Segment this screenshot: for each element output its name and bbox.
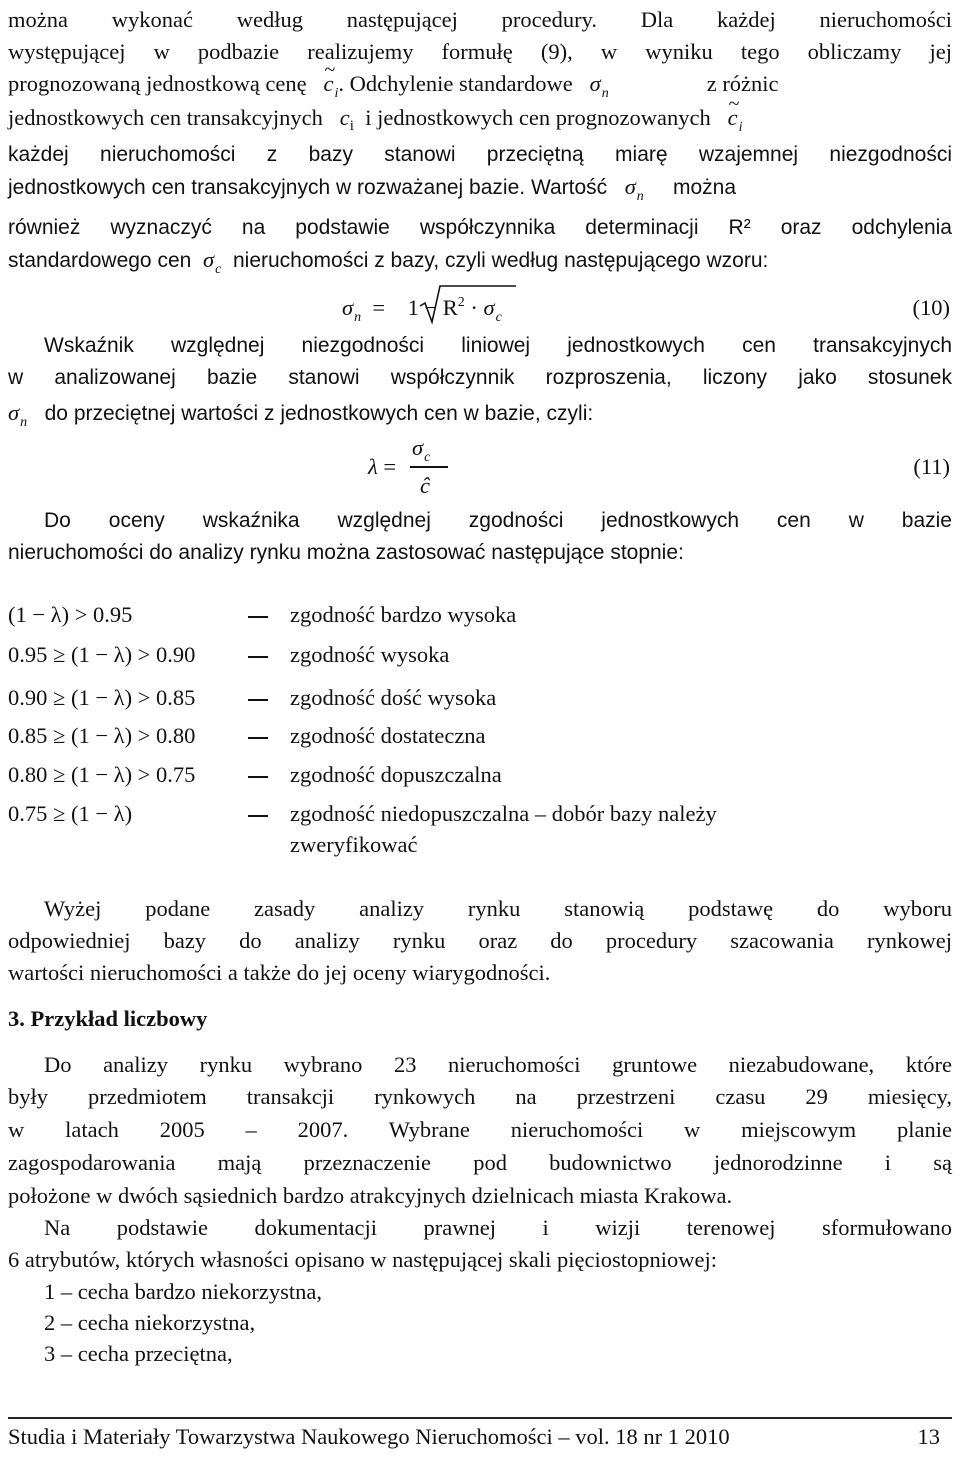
page-number: 13 — [917, 1424, 940, 1449]
scale-condition: 0.85 ≥ (1 − λ) > 0.80 — [8, 723, 196, 748]
text-line: $\sigma_n$ do przeciętnej wartości z jednostkowych cen w bazie, czyli: — [8, 400, 594, 430]
text-line: występującej w podbazie realizujemy formułę (9), w wyniku tego obliczamy jej — [8, 39, 952, 64]
scale-condition: (1 − λ) > 0.95 — [8, 602, 133, 627]
scale-description: zgodność wysoka — [290, 642, 450, 667]
dash — [248, 815, 268, 817]
equation-number: (10) — [912, 295, 950, 320]
text-line: w analizowanej bazie stanowi współczynnik rozproszenia, liczony jako stosunek — [8, 366, 952, 389]
dash — [248, 656, 268, 658]
text-line: również wyznaczyć na podstawie współczynnika determinacji R² oraz odchylenia — [8, 216, 952, 239]
list-item: 2 – cecha niekorzystna, — [44, 1310, 256, 1335]
scale-description: zgodność niedopuszczalna – dobór bazy należy — [290, 801, 717, 826]
text-line: były przedmiotem transakcji rynkowych na przestrzeni czasu 29 miesięcy, — [8, 1084, 952, 1109]
scale-description: zgodność dość wysoka — [290, 685, 497, 710]
fraction-bar — [410, 466, 448, 468]
text-line: jednostkowych cen transakcyjnych $c_i$ i jednostkowych cen prognozowanych ~ $c_i$ — [8, 103, 952, 137]
list-item: 3 – cecha przeciętna, — [44, 1341, 233, 1366]
text-line: w latach 2005 – 2007. Wybrane nieruchomości w miejscowym planie — [8, 1117, 952, 1142]
text-line: zagospodarowania mają przeznaczenie pod budownictwo jednorodzinne i są — [8, 1150, 952, 1175]
fraction-numerator: $\sigma_c$ — [412, 435, 431, 465]
section-heading: 3. Przykład liczbowy — [8, 1006, 208, 1031]
lambda-symbol: λ = — [368, 454, 397, 479]
text-line: 6 atrybutów, których własności opisano w następującej skali pięciostopniowej: — [8, 1247, 718, 1272]
dash — [248, 737, 268, 739]
scale-condition: 0.90 ≥ (1 − λ) > 0.85 — [8, 685, 196, 710]
sqrt-sign — [418, 284, 518, 326]
dash — [248, 699, 268, 701]
text-line: prognozowaną jednostkową cenę ~ $c_i$. Odchylenie standardowe $\sigma_n$ z różnic — [8, 69, 952, 103]
text-line: jednostkowych cen transakcyjnych w rozważanej bazie. Wartość $\sigma_n$ można — [8, 174, 737, 204]
dash — [248, 776, 268, 778]
scale-condition: 0.80 ≥ (1 − λ) > 0.75 — [8, 762, 196, 787]
scale-description: zgodność bardzo wysoka — [290, 602, 517, 627]
list-item: 1 – cecha bardzo niekorzystna, — [44, 1279, 322, 1304]
text-line: standardowego cen $\sigma_c$ nieruchomości z bazy, czyli według następującego wzoru: — [8, 247, 769, 277]
scale-condition: 0.95 ≥ (1 − λ) > 0.90 — [8, 642, 196, 667]
footer-journal: Studia i Materiały Towarzystwa Naukowego Nieruchomości – vol. 18 nr 1 2010 — [8, 1424, 730, 1449]
fraction-denominator: ĉ — [420, 473, 430, 498]
text-line: każdej nieruchomości z bazy stanowi przeciętną miarę wzajemnej niezgodności — [8, 143, 952, 166]
equation-number: (11) — [913, 454, 950, 479]
scale-description: zweryfikować — [290, 832, 418, 857]
text-line: Wyżej podane zasady analizy rynku stanowią podstawę do wyboru — [44, 896, 952, 921]
scale-condition: 0.75 ≥ (1 − λ) — [8, 801, 133, 826]
text-line: Wskaźnik względnej niezgodności liniowej jednostkowych cen transakcyjnych — [44, 334, 952, 357]
scale-description: zgodność dostateczna — [290, 723, 486, 748]
scale-description: zgodność dopuszczalna — [290, 762, 502, 787]
text-line: Do oceny wskaźnika względnej zgodności jednostkowych cen w bazie — [44, 509, 952, 532]
c-tilde-i-symbol: ~ c — [324, 69, 334, 99]
text-line: położone w dwóch sąsiednich bardzo atrakcyjnych dzielnicach miasta Krakowa. — [8, 1183, 733, 1208]
footer-rule — [8, 1417, 952, 1419]
text-line: Do analizy rynku wybrano 23 nieruchomości gruntowe niezabudowane, które — [44, 1052, 952, 1077]
text-line: odpowiedniej bazy do analizy rynku oraz do procedury szacowania rynkowej — [8, 928, 952, 953]
text-line: nieruchomości do analizy rynku można zastosować następujące stopnie: — [8, 541, 684, 564]
dash — [248, 616, 268, 618]
text-line: Na podstawie dokumentacji prawnej i wizji terenowej sformułowano — [44, 1215, 952, 1240]
equation-10: $\sigma_n$ = $1 - R^2 \cdot \sigma_c$ — [342, 295, 502, 325]
text-line: wartości nieruchomości a także do jej oceny wiarygodności. — [8, 960, 551, 985]
text-line: można wykonać według następującej procedury. Dla każdej nieruchomości — [8, 7, 952, 32]
